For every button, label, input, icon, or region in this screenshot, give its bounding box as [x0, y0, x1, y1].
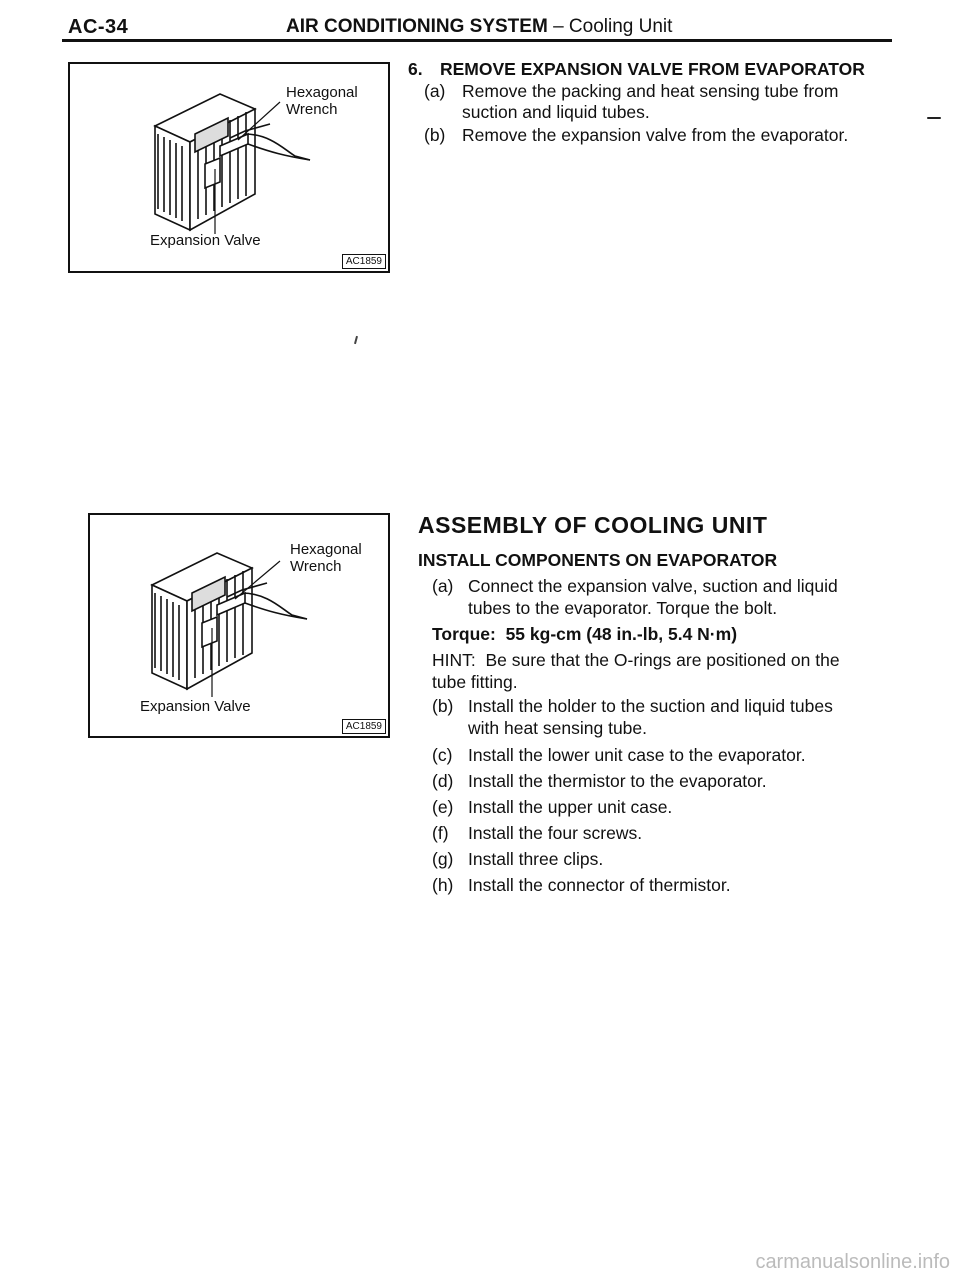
- hint-label: HINT:: [432, 650, 476, 670]
- page-title: [286, 16, 672, 38]
- step-f-marker: (f): [432, 823, 449, 843]
- page-code: AC-34: [68, 16, 129, 38]
- step-f-text: Install the four screws.: [468, 823, 643, 843]
- step-h-text: Install the connector of thermistor.: [468, 875, 731, 895]
- label-expansion-valve: Expansion Valve: [150, 232, 261, 249]
- subsection-title: Cooling Unit: [568, 16, 673, 37]
- header-rule: [62, 39, 892, 42]
- step-e-marker: (e): [432, 797, 454, 817]
- stray-mark: [354, 336, 358, 344]
- figure-code: AC1859: [342, 254, 386, 269]
- section-title: AIR CONDITIONING SYSTEM: [286, 16, 548, 37]
- torque-label: Torque:: [432, 624, 496, 644]
- hint-line2: tube fitting.: [432, 672, 518, 692]
- step-6a-marker: (a): [424, 81, 446, 101]
- step-6b-text: Remove the expansion valve from the evaporator.: [462, 125, 849, 145]
- step-6-title: REMOVE EXPANSION VALVE FROM EVAPORATOR: [440, 59, 865, 79]
- label-expansion-valve: Expansion Valve: [140, 698, 251, 715]
- torque-spec: [432, 623, 737, 645]
- hint-line1: [432, 649, 840, 671]
- step-6a-line1: Remove the packing and heat sensing tube from: [462, 81, 839, 101]
- subheading: INSTALL COMPONENTS ON EVAPORATOR: [418, 550, 778, 570]
- step-a-line2: tubes to the evaporator. Torque the bolt.: [468, 598, 778, 618]
- watermark: carmanualsonline.info: [755, 1251, 950, 1273]
- figure-2: [88, 513, 390, 738]
- step-b-marker: (b): [432, 696, 454, 716]
- title-separator: –: [547, 16, 569, 37]
- step-b-line1: Install the holder to the suction and liquid tubes: [468, 696, 833, 716]
- step-g-text: Install three clips.: [468, 849, 604, 869]
- step-6-number: 6.: [408, 59, 423, 79]
- step-c-text: Install the lower unit case to the evaporator.: [468, 745, 806, 765]
- hint-text: Be sure that the O-rings are positioned on the: [485, 650, 840, 670]
- label-hexagonal-wrench: Hexagonal Wrench: [286, 84, 358, 118]
- section-heading: ASSEMBLY OF COOLING UNIT: [418, 512, 768, 538]
- step-6a-line2: suction and liquid tubes.: [462, 102, 650, 122]
- step-b-line2: with heat sensing tube.: [468, 718, 648, 738]
- step-g-marker: (g): [432, 849, 454, 869]
- step-h-marker: (h): [432, 875, 454, 895]
- step-a-marker: (a): [432, 576, 454, 596]
- step-a-line1: Connect the expansion valve, suction and liquid: [468, 576, 838, 596]
- step-e-text: Install the upper unit case.: [468, 797, 673, 817]
- margin-mark: [927, 117, 941, 119]
- step-c-marker: (c): [432, 745, 453, 765]
- step-d-marker: (d): [432, 771, 454, 791]
- figure-code: AC1859: [342, 719, 386, 734]
- step-d-text: Install the thermistor to the evaporator.: [468, 771, 767, 791]
- step-6b-marker: (b): [424, 125, 446, 145]
- figure-1: [68, 62, 390, 273]
- torque-value: 55 kg-cm (48 in.-lb, 5.4 N·m): [505, 624, 738, 644]
- label-hexagonal-wrench: Hexagonal Wrench: [290, 541, 362, 575]
